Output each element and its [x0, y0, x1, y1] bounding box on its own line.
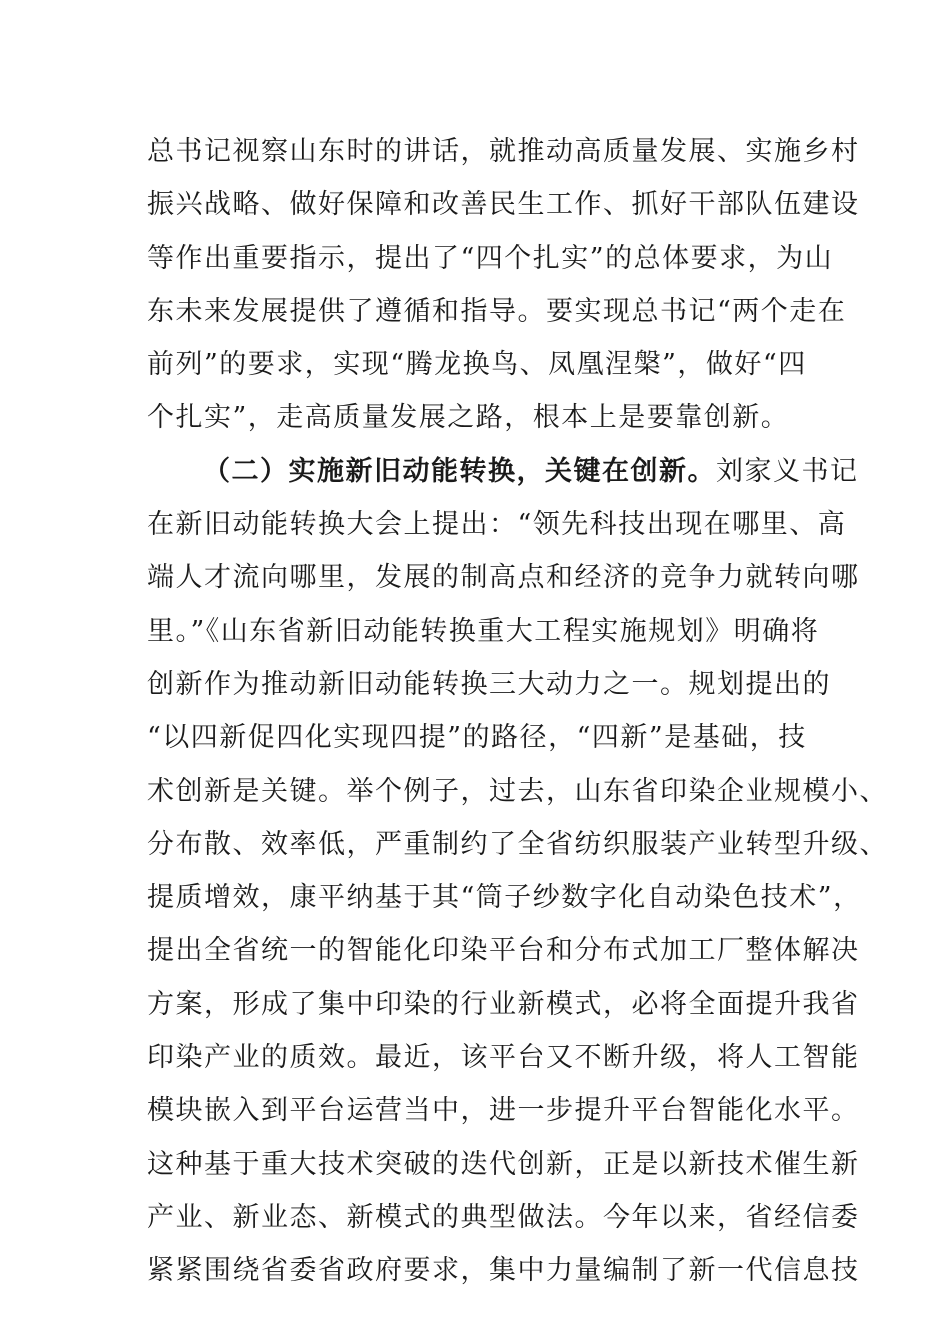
text-line: 总书记视察山东时的讲话，就推动高质量发展、实施乡村 — [147, 136, 860, 167]
text-line: 在新旧动能转换大会上提出：“领先科技出现在哪里、高 — [147, 509, 847, 541]
text-line: 紧紧围绕省委省政府要求，集中力量编制了新一代信息技 — [147, 1255, 860, 1287]
text-line: 个扎实”，走高质量发展之路，根本上是要靠创新。 — [147, 402, 790, 434]
text-line: 提质增效，康平纳基于其“筒子纱数字化自动染色技术”， — [147, 882, 862, 914]
section-first-line — [147, 445, 859, 498]
text-line: 提出全省统一的智能化印染平台和分布式加工厂整体解决 — [147, 935, 860, 967]
body-text — [147, 125, 888, 1298]
text-line: 这种基于重大技术突破的迭代创新，正是以新技术催生新 — [147, 1148, 860, 1180]
section-heading: （二）实施新旧动能转换，关键在创新。 — [203, 455, 716, 487]
text-line: 端人才流向哪里，发展的制高点和经济的竞争力就转向哪 — [147, 562, 860, 594]
text-line: 等作出重要指示，提出了“四个扎实”的总体要求，为山 — [147, 242, 834, 274]
text-line: 模块嵌入到平台运营当中，进一步提升平台智能化水平。 — [147, 1095, 860, 1127]
text-line: 里。”《山东省新旧动能转换重大工程实施规划》明确将 — [147, 615, 820, 647]
text-line: 分布散、效率低，严重制约了全省纺织服装产业转型升级、 — [147, 828, 888, 860]
text-line: “以四新促四化实现四提”的路径，“四新”是基础，技 — [147, 722, 807, 754]
text-line: 振兴战略、做好保障和改善民生工作、抓好干部队伍建设 — [147, 189, 860, 221]
text-line: 创新作为推动新旧动能转换三大动力之一。规划提出的 — [147, 668, 831, 700]
text-line: 产业、新业态、新模式的典型做法。今年以来，省经信委 — [147, 1201, 860, 1233]
section-heading-rest: 刘家义书记 — [716, 455, 859, 487]
text-line: 东未来发展提供了遵循和指导。要实现总书记“两个走在 — [147, 295, 847, 327]
text-line: 前列”的要求，实现“腾龙换鸟、凤凰涅槃”，做好“四 — [147, 349, 807, 381]
text-line: 印染产业的质效。最近，该平台又不断升级，将人工智能 — [147, 1042, 860, 1074]
text-line: 术创新是关键。举个例子，过去，山东省印染企业规模小、 — [147, 775, 888, 807]
text-line: 方案，形成了集中印染的行业新模式，必将全面提升我省 — [147, 988, 860, 1020]
